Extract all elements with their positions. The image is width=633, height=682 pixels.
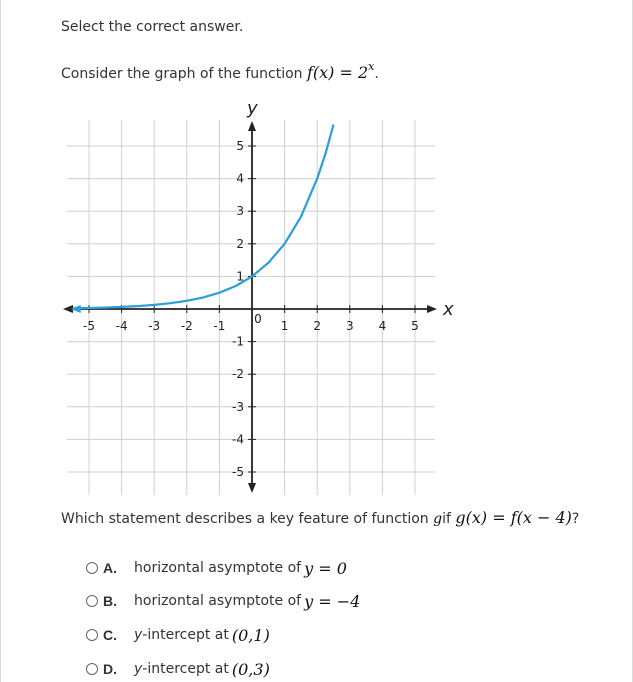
choice-a[interactable] bbox=[86, 557, 347, 579]
radio-button[interactable] bbox=[86, 562, 98, 574]
choice-math: (0,1) bbox=[231, 625, 270, 645]
y-tick-label: -4 bbox=[232, 432, 244, 447]
x-tick-label: -3 bbox=[148, 319, 161, 333]
x-axis-label: x bbox=[443, 299, 454, 320]
y-axis-arrow-down bbox=[248, 483, 256, 493]
y-tick-label: 2 bbox=[236, 236, 244, 251]
choice-text-italic: y bbox=[134, 627, 143, 643]
choice-math: y = −4 bbox=[304, 591, 361, 611]
x-tick-label: -5 bbox=[83, 319, 95, 333]
radio-button[interactable] bbox=[86, 595, 98, 607]
choice-letter: D. bbox=[103, 661, 117, 677]
choice-letter: C. bbox=[103, 627, 117, 643]
x-tick-label: -4 bbox=[115, 319, 128, 333]
choice-text-rest: -intercept at bbox=[142, 661, 229, 677]
x-tick-label: -1 bbox=[213, 319, 226, 333]
prompt-text: Consider the graph of the function bbox=[61, 66, 303, 82]
choice-text-italic: y bbox=[134, 661, 143, 677]
choice-letter: B. bbox=[103, 593, 117, 609]
prompt bbox=[61, 60, 379, 82]
left-border bbox=[0, 0, 1, 682]
choice-math: y = 0 bbox=[304, 558, 347, 578]
function-g-name: g bbox=[433, 511, 443, 527]
prompt-period: . bbox=[374, 66, 379, 82]
radio-button[interactable] bbox=[86, 629, 98, 641]
choice-text bbox=[134, 627, 229, 643]
choice-d[interactable] bbox=[86, 658, 270, 680]
function-expression bbox=[306, 60, 375, 82]
exponential-curve bbox=[73, 125, 334, 309]
y-tick-label: 4 bbox=[236, 171, 244, 186]
question-text: Which statement describes a key feature of function bbox=[61, 511, 429, 527]
choice-text: horizontal asymptote of bbox=[134, 560, 302, 576]
radio-button[interactable] bbox=[86, 663, 98, 675]
x-axis-arrow-right bbox=[427, 305, 437, 313]
choice-text bbox=[134, 661, 229, 677]
instruction-text: Select the correct answer. bbox=[61, 19, 244, 35]
y-axis-arrow-up bbox=[248, 121, 256, 131]
x-tick-label: 2 bbox=[313, 319, 322, 333]
function-exponent: x bbox=[368, 60, 375, 73]
question-expression: g(x) = f(x − 4) bbox=[455, 508, 572, 527]
question-mark: ? bbox=[571, 511, 580, 527]
y-tick-label: -3 bbox=[232, 399, 244, 414]
y-tick-label: -5 bbox=[232, 465, 244, 479]
function-lhs: f(x) = 2 bbox=[306, 63, 369, 82]
y-tick-label: -1 bbox=[232, 334, 244, 349]
x-tick-label: 3 bbox=[345, 319, 354, 333]
y-axis-label: y bbox=[247, 98, 258, 119]
x-tick-label: 0 bbox=[254, 312, 262, 326]
y-tick-label: -2 bbox=[232, 367, 244, 382]
function-graph bbox=[55, 95, 465, 500]
choice-letter: A. bbox=[103, 560, 117, 576]
choice-c[interactable] bbox=[86, 624, 270, 646]
y-tick-label: 5 bbox=[236, 139, 244, 153]
curve bbox=[71, 125, 334, 313]
choice-text: horizontal asymptote of bbox=[134, 593, 302, 609]
x-tick-label: 4 bbox=[378, 319, 387, 333]
question-if: if bbox=[442, 511, 451, 527]
y-tick-label: 1 bbox=[236, 269, 244, 284]
x-tick-label: 1 bbox=[280, 319, 289, 333]
choice-math: (0,3) bbox=[231, 659, 270, 679]
choice-b[interactable] bbox=[86, 590, 360, 612]
y-tick-label: 3 bbox=[236, 204, 244, 219]
question bbox=[61, 508, 579, 527]
choice-text-rest: -intercept at bbox=[142, 627, 229, 643]
x-tick-label: 5 bbox=[411, 319, 419, 333]
x-tick-label: -2 bbox=[180, 319, 193, 333]
